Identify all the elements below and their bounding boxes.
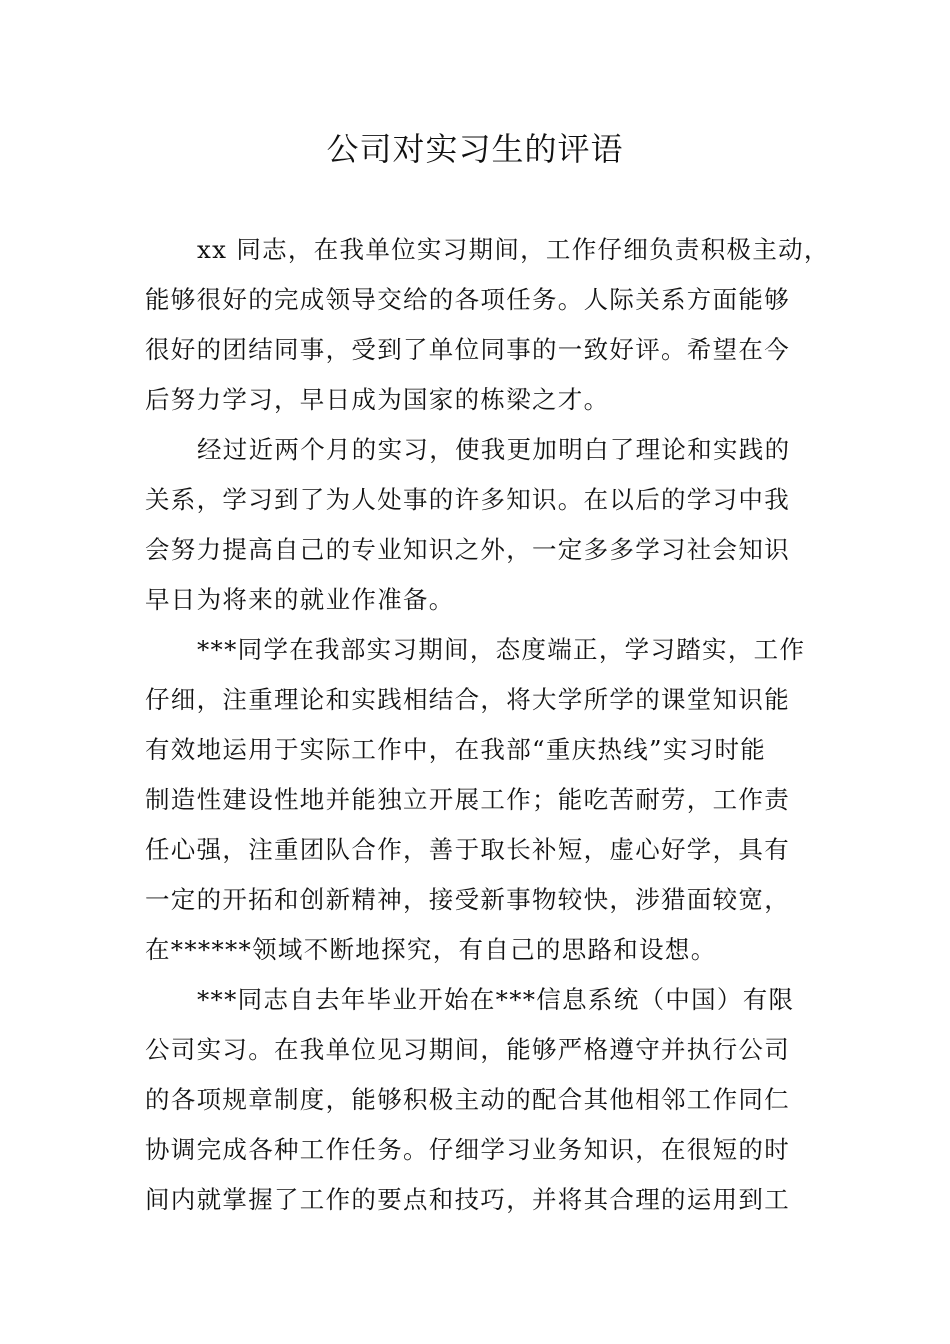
document-body bbox=[145, 225, 830, 1225]
paragraph-line: 后努力学习，早日成为国家的栋梁之才。 bbox=[145, 385, 610, 414]
paragraph-line: 有效地运用于实际工作中，在我部“重庆热线”实习时能 bbox=[145, 735, 767, 764]
paragraph-line: xx 同志，在我单位实习期间，工作仔细负责积极主动， bbox=[197, 235, 830, 264]
paragraph-4 bbox=[145, 975, 810, 1225]
paragraph-line: 会努力提高自己的专业知识之外，一定多多学习社会知识 bbox=[145, 535, 790, 564]
paragraph-line: 间内就掌握了工作的要点和技巧，并将其合理的运用到工 bbox=[145, 1185, 790, 1214]
paragraph-line: 一定的开拓和创新精神，接受新事物较快，涉猎面较宽， bbox=[145, 885, 790, 914]
paragraph-line: 公司实习。在我单位见习期间，能够严格遵守并执行公司 bbox=[145, 1035, 790, 1064]
paragraph-line: 任心强，注重团队合作，善于取长补短，虚心好学，具有 bbox=[145, 835, 790, 864]
paragraph-line: 早日为将来的就业作准备。 bbox=[145, 585, 455, 614]
paragraph-line: 在******领域不断地探究，有自己的思路和设想。 bbox=[145, 935, 717, 964]
paragraph-line: 协调完成各种工作任务。仔细学习业务知识，在很短的时 bbox=[145, 1135, 790, 1164]
paragraph-line: 经过近两个月的实习，使我更加明白了理论和实践的 bbox=[197, 435, 791, 464]
paragraph-line: 制造性建设性地并能独立开展工作；能吃苦耐劳，工作责 bbox=[145, 785, 790, 814]
paragraph-line: 很好的团结同事，受到了单位同事的一致好评。希望在今 bbox=[145, 335, 790, 364]
paragraph-line: ***同学在我部实习期间，态度端正，学习踏实，工作 bbox=[197, 635, 806, 664]
paragraph-line: 关系，学习到了为人处事的许多知识。在以后的学习中我 bbox=[145, 485, 790, 514]
paragraph-2 bbox=[145, 425, 810, 625]
paragraph-line: 能够很好的完成领导交给的各项任务。人际关系方面能够 bbox=[145, 285, 790, 314]
paragraph-1 bbox=[145, 225, 830, 425]
paragraph-line: 仔细，注重理论和实践相结合，将大学所学的课堂知识能 bbox=[145, 685, 790, 714]
paragraph-line: ***同志自去年毕业开始在***信息系统（中国）有限 bbox=[197, 985, 795, 1014]
paragraph-3 bbox=[145, 625, 810, 975]
document-title: 公司对实习生的评语 bbox=[326, 130, 624, 168]
paragraph-line: 的各项规章制度，能够积极主动的配合其他相邻工作同仁 bbox=[145, 1085, 790, 1114]
